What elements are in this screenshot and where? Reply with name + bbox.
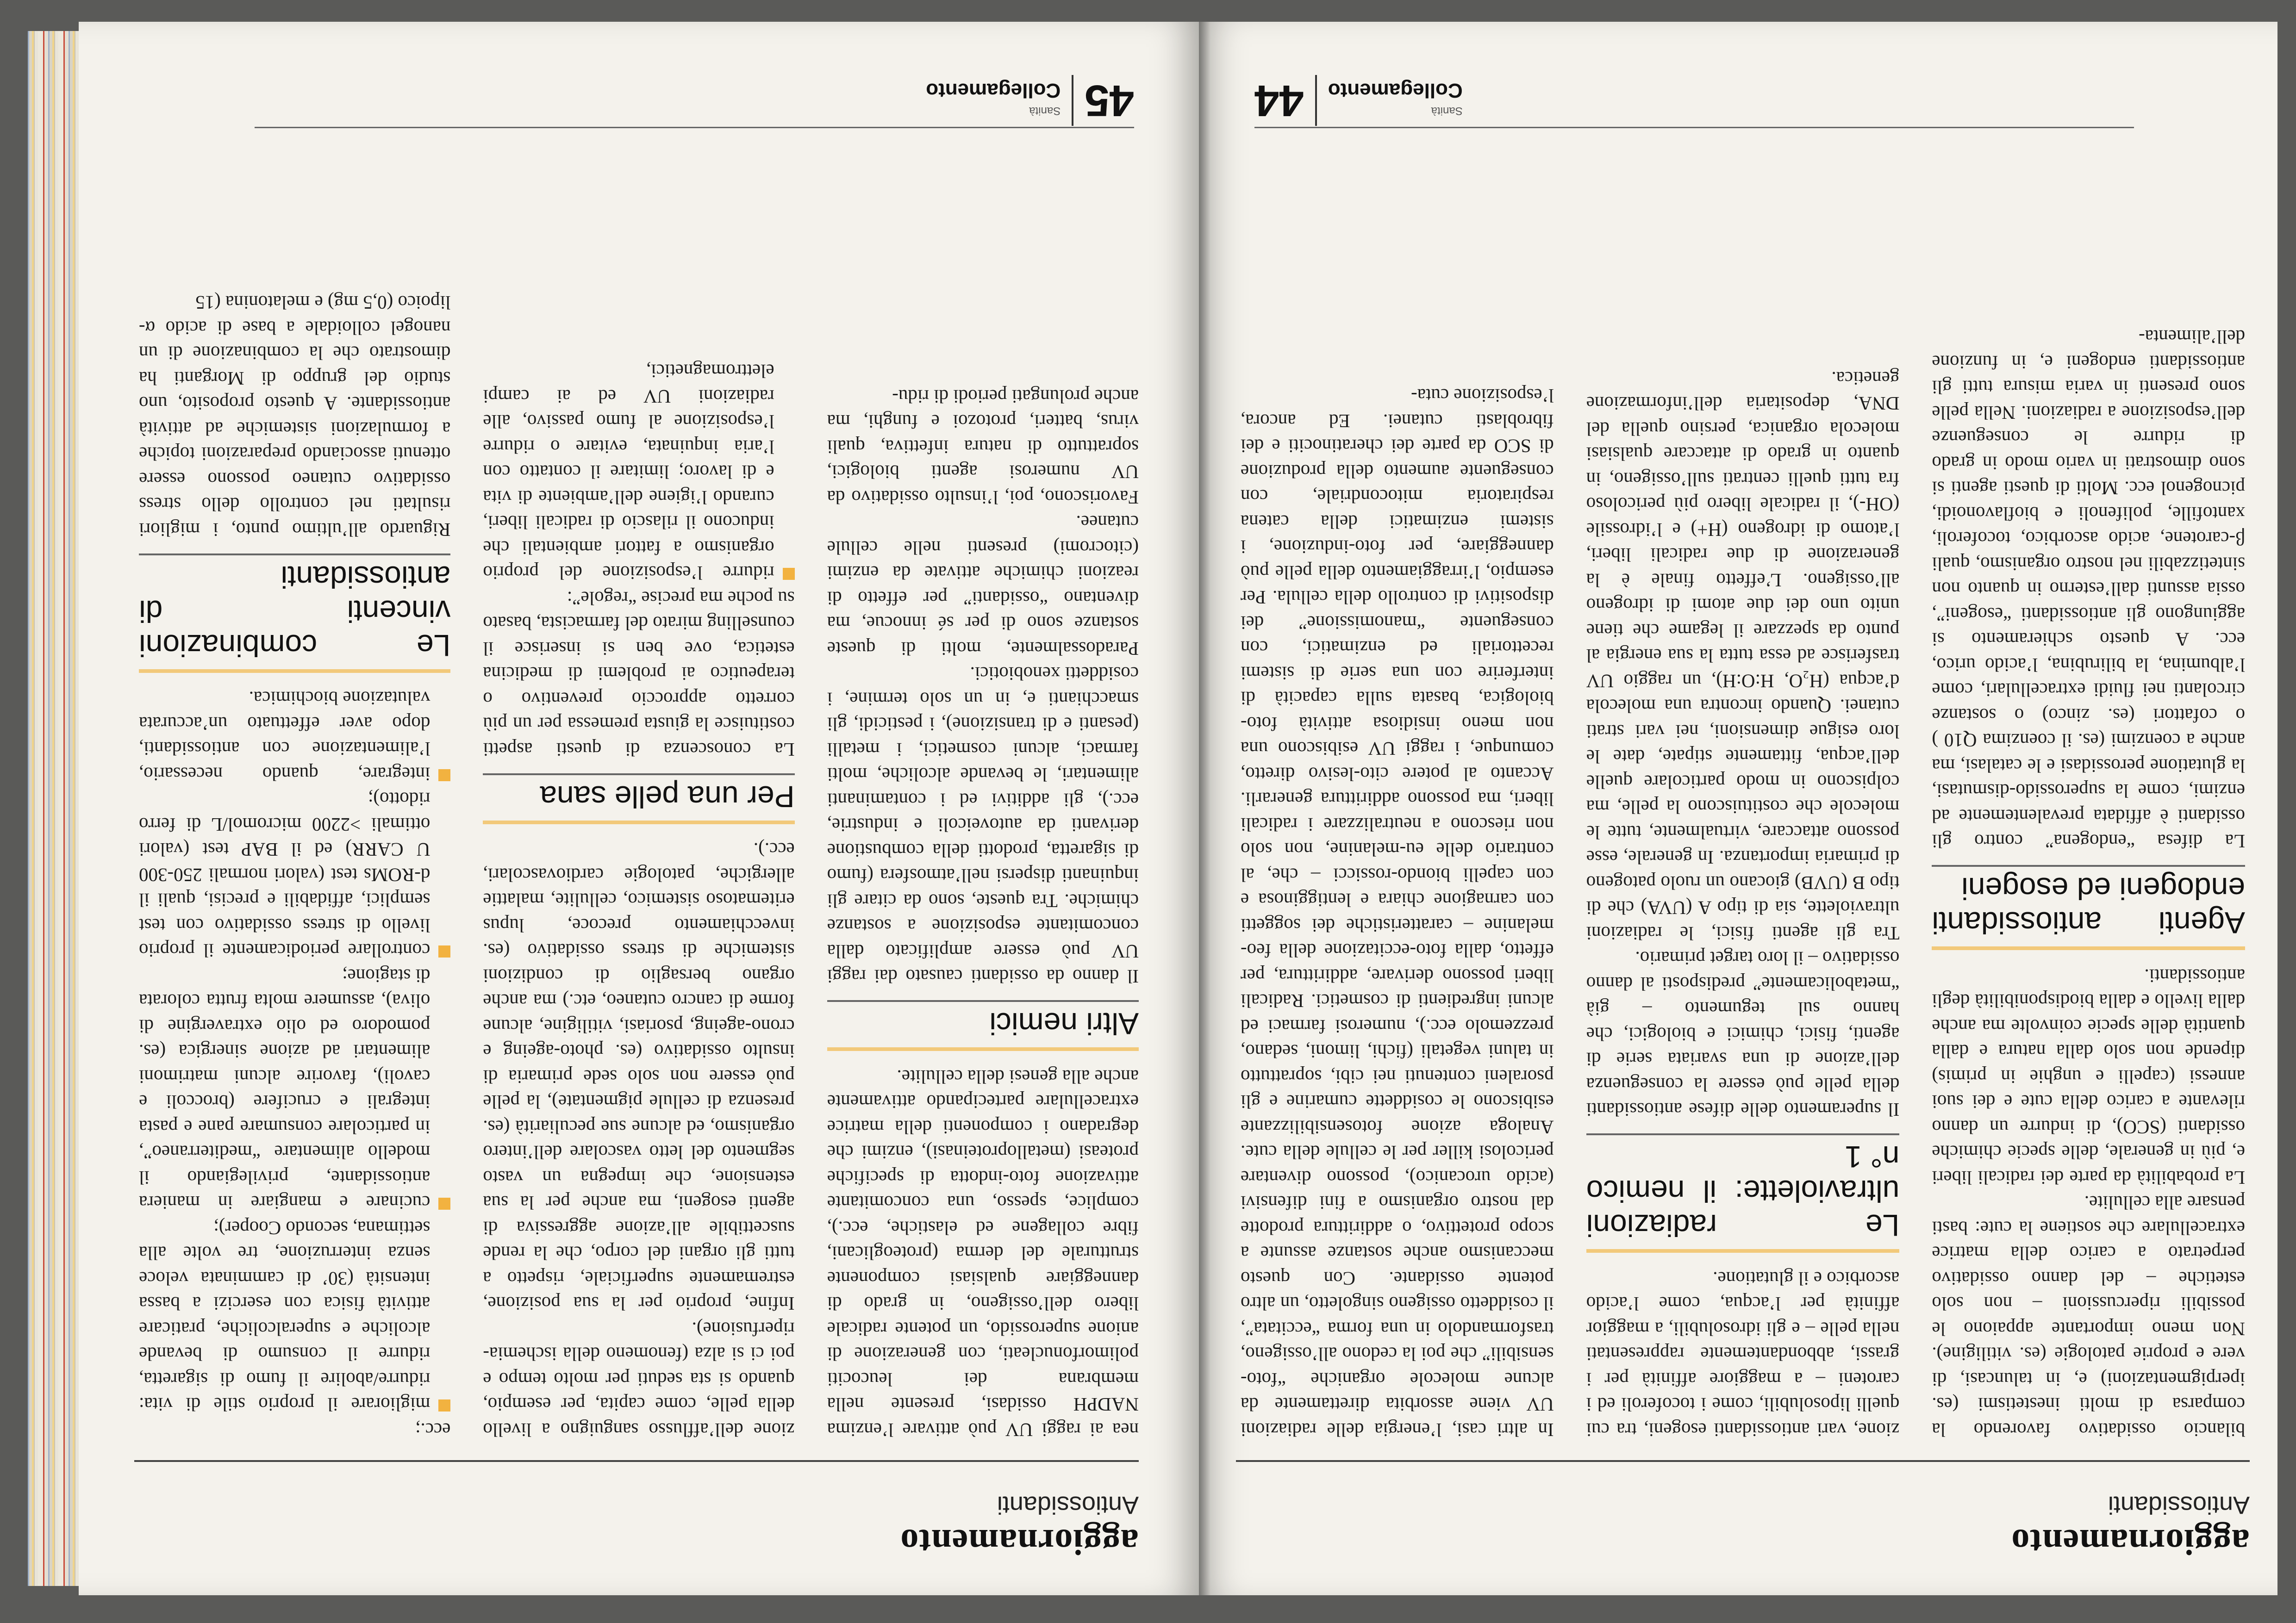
page-number: 44 <box>1254 76 1304 125</box>
paragraph: bilancio ossidativo favorendo la comparsa di molti inestetismi (es. iperpigmentazioni) e, in taluncasi, di vere e proprie patologie (es. vitiligine). Non meno importante appaiono le possibili ripercussioni – non solo estetiche – del danno ossidativo perpetrato a carico della matrice extracellulare che sostiene la cute: basti pensare alla cellulite. <box>1932 1192 2245 1441</box>
footer-magazine-name: Collegamento <box>1328 79 1463 102</box>
page-number: 45 <box>1085 76 1134 125</box>
section-heading: Altri nemici <box>989 1007 1139 1041</box>
paragraph: zione, vari antiossidanti esogeni, tra cui quelli liposolubili, come i tocoferoli ed i caroteni – a maggiore affinità per i grassi, abbondantemente rappresentati nella pelle – e gli idrosolubili, a maggior affinità per l’acqua, come l’acido ascorbico e il glutatione. <box>1586 1268 1900 1441</box>
bullet-item: migliorare il proprio stile di vita: ridurre/abolire il fumo di sigaretta, ridurre il consumo di bevande alcoliche e superalcoliche, praticare attività fisica con esercizi a bassa intensità (30’ di camminata veloce senza interruzione, tre volte alla settimana, secondo Cooper); <box>139 1216 450 1418</box>
header-brand: aggiornamento <box>2011 1522 2250 1562</box>
header-rule <box>1236 1460 2250 1462</box>
page-44 <box>1199 22 2277 1595</box>
footer-rule <box>255 127 1134 128</box>
column <box>1586 142 1900 1443</box>
section-rule <box>1586 1134 1900 1136</box>
bullet-item: ridurre l’esposizione del proprio organismo a fattori ambientali che inducono il rilascio di radicali liberi, curando l’igiene dell’ambiente di vita e di lavoro; limitare il contatto con l’aria inquinata, evitare o ridurre l’esposizione al fumo passivo, alle radiazioni UV ed ai campi elettromagnetici, <box>483 359 794 586</box>
text-columns <box>139 142 1139 1443</box>
section-heading-block <box>1932 865 2245 951</box>
footer-magazine <box>1328 80 1463 121</box>
paragraph: nea ai raggi UV può attivare l’enzima NADPH ossidasi, presente nella membrana dei leucociti polimorfonucleati, con generazione di anione superossido, un potente radicale libero dell’ossigeno, in grado di danneggiare qualsiasi componente strutturale del derma (proteoglicani, fibre collagene ed elastiche, ecc.), complice, spesso, una concomitante attivazione foto-indotta di specifiche proteasi (metalloproteinasi), enzimi che degradano i componenti della matrice extracellulare partecipando attivamente anche alla genesi della cellulite. <box>827 1066 1139 1441</box>
page-header <box>134 1461 1139 1563</box>
section-heading-block <box>139 553 450 673</box>
paragraph: La difesa “endogena” contro gli ossidanti è affidata prevalentemente ad enzimi, come la superossido-dismutasi, la glutatione perossidasi e le catalasi, ma anche a coenzimi (es. il coenzima Q10 ) o cofattori (es. zinco) o sostanze circolanti nei fluidi extracellulari, come l’albumina, la bilirubina, l’acido urico, ecc. A questo schieramento si aggiungono gli antiossidanti “esogeni”, ossia assunti dall’esterno in quanto non sintetizzabili nel nostro organismo, quali β-carotene, acido ascorbico, tocoferoli, xantofille, polifenoli e bioflavonoidi, picnogenol ecc. Molti di questi agenti si sono dimostrati in vario modo in grado di ridurre le conseguenze dell’esposizione a radiazioni. Nella pelle sono presenti in varia misura tutti gli antiossidanti endogeni e, in funzione dell’alimenta- <box>1932 326 2245 852</box>
page-footer <box>926 73 1134 128</box>
paragraph: La probabilità da parte dei radicali liberi e, più in generale, delle specie chimiche ossidanti (SCO), di indurre un danno rilevante a carico della cute e dei suoi annessi (capelli e unghie in primis) dipende non solo dalla natura e dalla quantità delle specie coinvolte ma anche dalla livello e dalla biodisponibilità degli antiossidanti. <box>1932 965 2245 1188</box>
section-heading: Le radiazioni ultraviolette: il nemico n° 1 <box>1586 1140 1900 1243</box>
paragraph: Il superamento delle difese antiossidanti della pelle può essere la conseguenza dell’azione di una svariata serie di agenti, fisici, chimici e biologici, che hanno sul tegumento – già “metabolicamente” predisposti al danno ossidativo – il loro target primario. <box>1586 948 1900 1121</box>
column <box>827 142 1139 1443</box>
header-brand: aggiornamento <box>900 1522 1139 1562</box>
page-45 <box>79 22 1199 1595</box>
paragraph: Paradossalmente, molti di queste sostanze sono di per sé innocue, ma diventano “ossidanti” per effetto di reazioni chimiche attivate da enzimi (citocromi) presenti nelle cellule cutanee. <box>827 512 1139 659</box>
section-rule <box>483 773 794 775</box>
section-rule <box>1932 865 2245 867</box>
paragraph: ecc.; <box>415 1419 451 1441</box>
paragraph: zione dell’afflusso sanguigno a livello della pelle, come capita, per esempio, quando si sta seduti per molto tempo e poi ci si alza (fenomeno della ischemia-riperfusione). <box>483 1318 795 1441</box>
paragraph: In altri casi, l’energia delle radiazioni UV viene assorbita direttamente da alcune molecole organiche “foto-sensibili” che poi la cedono all’ossigeno, trasformandolo in una forma “eccitata”, il cosiddetto ossigeno singoletto, un altro potente ossidante. Con questo meccanismo anche sostanze assunte a scopo protettivo, o addirittura prodotte dal nostro organismo a fini difensivi (acido urocanico), possono diventare pericolosi killer per le cellule della cute. Analoga azione fotosensibilizzante esibiscono le cosiddette cumarine e gli psoraleni contenuti nei cibi, soprattutto in taluni vegetali (fichi, limoni, sedano, prezzemolo ecc.), numerosi farmaci ed alcuni ingredienti di cosmetici. Radicali liberi possono derivare, addirittura, per effetto, dalla foto-eccitazione della feo-melanine – caratteristiche dei soggetti con carnagione chiara e lentigginosa e con capelli biondo-rossicci – che, al contrario delle eu-melanine, non solo non riescono a neutralizzare i radicali liberi, ma possono addirittura generarli. Accanto al potere cito-lesivo diretto, comunque, i raggi UV esibiscono una non meno insidiosa attività foto-biologica, basata sulla capacità di interferire con una serie di sistemi recettoriali ed enzimatici, con conseguente “manomissione” dei dispositivi di controllo della cellula. Per esempio, l’irraggiamento della pelle può danneggiare, per foto-induzione, i sistemi enzimatici della catena respiratoria mitocondriale, con conseguente aumento della produzione di SCO da parte dei cheratinociti e dei fibroblasti cutanei. Ed ancora, l’esposizione cuta- <box>1240 385 1554 1441</box>
column <box>1932 142 2245 1443</box>
footer-magazine-small: Sanità <box>1431 105 1463 117</box>
header-subject: Antiossidanti <box>2108 1491 2250 1519</box>
footer-divider <box>1315 75 1317 126</box>
section-heading: Le combinazioni vincenti di antiossidanti <box>139 560 451 663</box>
header-subject: Antiossidanti <box>997 1491 1139 1519</box>
footer-magazine <box>926 80 1061 121</box>
footer-rule <box>1254 127 2134 128</box>
paragraph: La conoscenza di questi aspetti costituisce la giusta premessa per un più corretto approccio preventivo o terapeutico ai problemi di medicina estetica, ove ben si inserisce il counselling mirato del farmacista, basato su poche ma precise “regole”: <box>483 588 795 760</box>
section-rule <box>139 553 450 555</box>
paragraph: Favoriscono, poi, l’insulto ossidativo da UV numerosi agenti biologici, soprattutto di natura infettiva, quali virus, batteri, protozoi e funghi, ma anche prolungati periodi di ridu- <box>827 386 1139 508</box>
section-heading-block <box>1586 1134 1900 1253</box>
text-columns <box>1241 142 2245 1443</box>
column <box>139 142 450 1443</box>
bullet-item: integrare, quando necessario, l’alimentazione con antiossidanti, dopo aver effettuato un’accurata valutazione biochimica. <box>139 686 450 787</box>
page-edges <box>28 31 79 1586</box>
section-heading-block <box>827 1001 1139 1051</box>
paragraph: Infine, proprio per la sua posizione, estremamente superficiale, rispetto a tutti gli organi del corpo, che la rende suscettibile all’azione aggressiva di agenti esogeni, ma anche per la sua estensione, che impegna un vasto segmento del letto vascolare dell’intero organismo, ed alcune sue peculiarità (es. presenza di cellule pigmentate), la pelle può essere non solo sede primaria di insulto ossidativo (es. photo-ageing e crono-ageing, psoriasi, vitiligine, alcune forme di cancro cutaneo, etc.) ma anche organo bersaglio di condizioni sistemiche di stress ossidativo (es. invecchiamento precoce, lupus eritematoso sistemico, cellulite, malattie allergiche, patologie cardiovascolari, ecc.). <box>483 839 795 1315</box>
footer-magazine-small: Sanità <box>1029 105 1061 117</box>
bullet-item: controllare periodicamente il proprio livello di stress ossidativo con test semplici, affidabili e precisi, quali il d-ROMs test (valori normali 250-300 U CARR) ed il BAP test (valori ottimali >2200 micromol/L di ferro ridotto); <box>139 787 450 964</box>
paragraph: Il danno da ossidanti causato dai raggi UV può essere amplificato dalla concomitante esposizione a sostanze chimiche. Tra queste, sono da citare gli inquinanti dispersi nell’atmosfera (fumo di sigaretta, prodotti della combustione derivanti da autoveicoli e industrie, ecc.), gli additivi ed i contaminanti alimentari, le bevande alcoliche, molti farmaci, alcuni cosmetici, i metalli (pesanti e di transizione), i pesticidi, gli smacchianti e, in un solo termine, i cosiddetti xenobiotici. <box>827 663 1139 988</box>
paragraph: Riguardo all’ultimo punto, i migliori risultati nel controllo dello stress ossidativo cutaneo possono essere ottenuti associando preparazioni topiche a formulazioni sistemiche ad attività antiossidante. A questo proposito, uno studio del gruppo di Morganti ha dimostrato che la combinazione di un nanogel colloidale a base di acido α-lipoico (0,5 mg) e melatonina (15 <box>139 292 451 541</box>
footer-magazine-name: Collegamento <box>926 79 1061 102</box>
section-rule <box>827 1001 1139 1002</box>
page-footer <box>1254 73 1463 128</box>
footer-divider <box>1072 75 1073 126</box>
section-heading: Per una pelle sana <box>540 780 795 814</box>
header-rule <box>134 1460 1139 1462</box>
paragraph: Tra gli agenti fisici, le radiazioni ultraviolette, sia di tipo A (UVA) che di tipo B (UVB) giocano un ruolo patogeno di primaria importanza. In generale, esse possono attaccare, virtualmente, tutte le molecole che costituiscono la pelle, ma colpiscono in modo particolare quelle dell’acqua, fittamente stipate, date le loro esigue dimensioni, nei vari strati cutanei. Quando incontra una molecola d’acqua (H₂O, H:O:H), un raggio UV trasferisce ad essa tutta la sua energia al punto da spezzare il legame che tiene unito uno dei due atomi di idrogeno all’ossigeno. L’effetto finale è la generazione di due radicali liberi, l’atomo di idrogeno (H+) e l’idrossile (OH-), il radicale libero più pericoloso fra tutti quelli centrati sull’ossigeno, in quanto in grado di attaccare qualsiasi molecola organica, persino quella del DNA, depositaria dell’informazione genetica. <box>1586 368 1900 944</box>
column <box>1241 142 1554 1443</box>
column <box>483 142 794 1443</box>
page-header <box>1236 1461 2250 1563</box>
bullet-item: cucinare e mangiare in maniera antiossidante, privilegiando il modello alimentare “mediterraneo”, in particolare consumare pane e pasta integrali e crucifere (broccoli e cavoli), favorire alcuni matrimoni alimentari ad azione sinergica (es. pomodoro ed olio extravergine di oliva), assumere molta frutta colorata di stagione; <box>139 964 450 1216</box>
section-heading: Agenti antiossidanti endogeni ed esogeni <box>1932 871 2245 940</box>
section-heading-block <box>483 773 794 824</box>
